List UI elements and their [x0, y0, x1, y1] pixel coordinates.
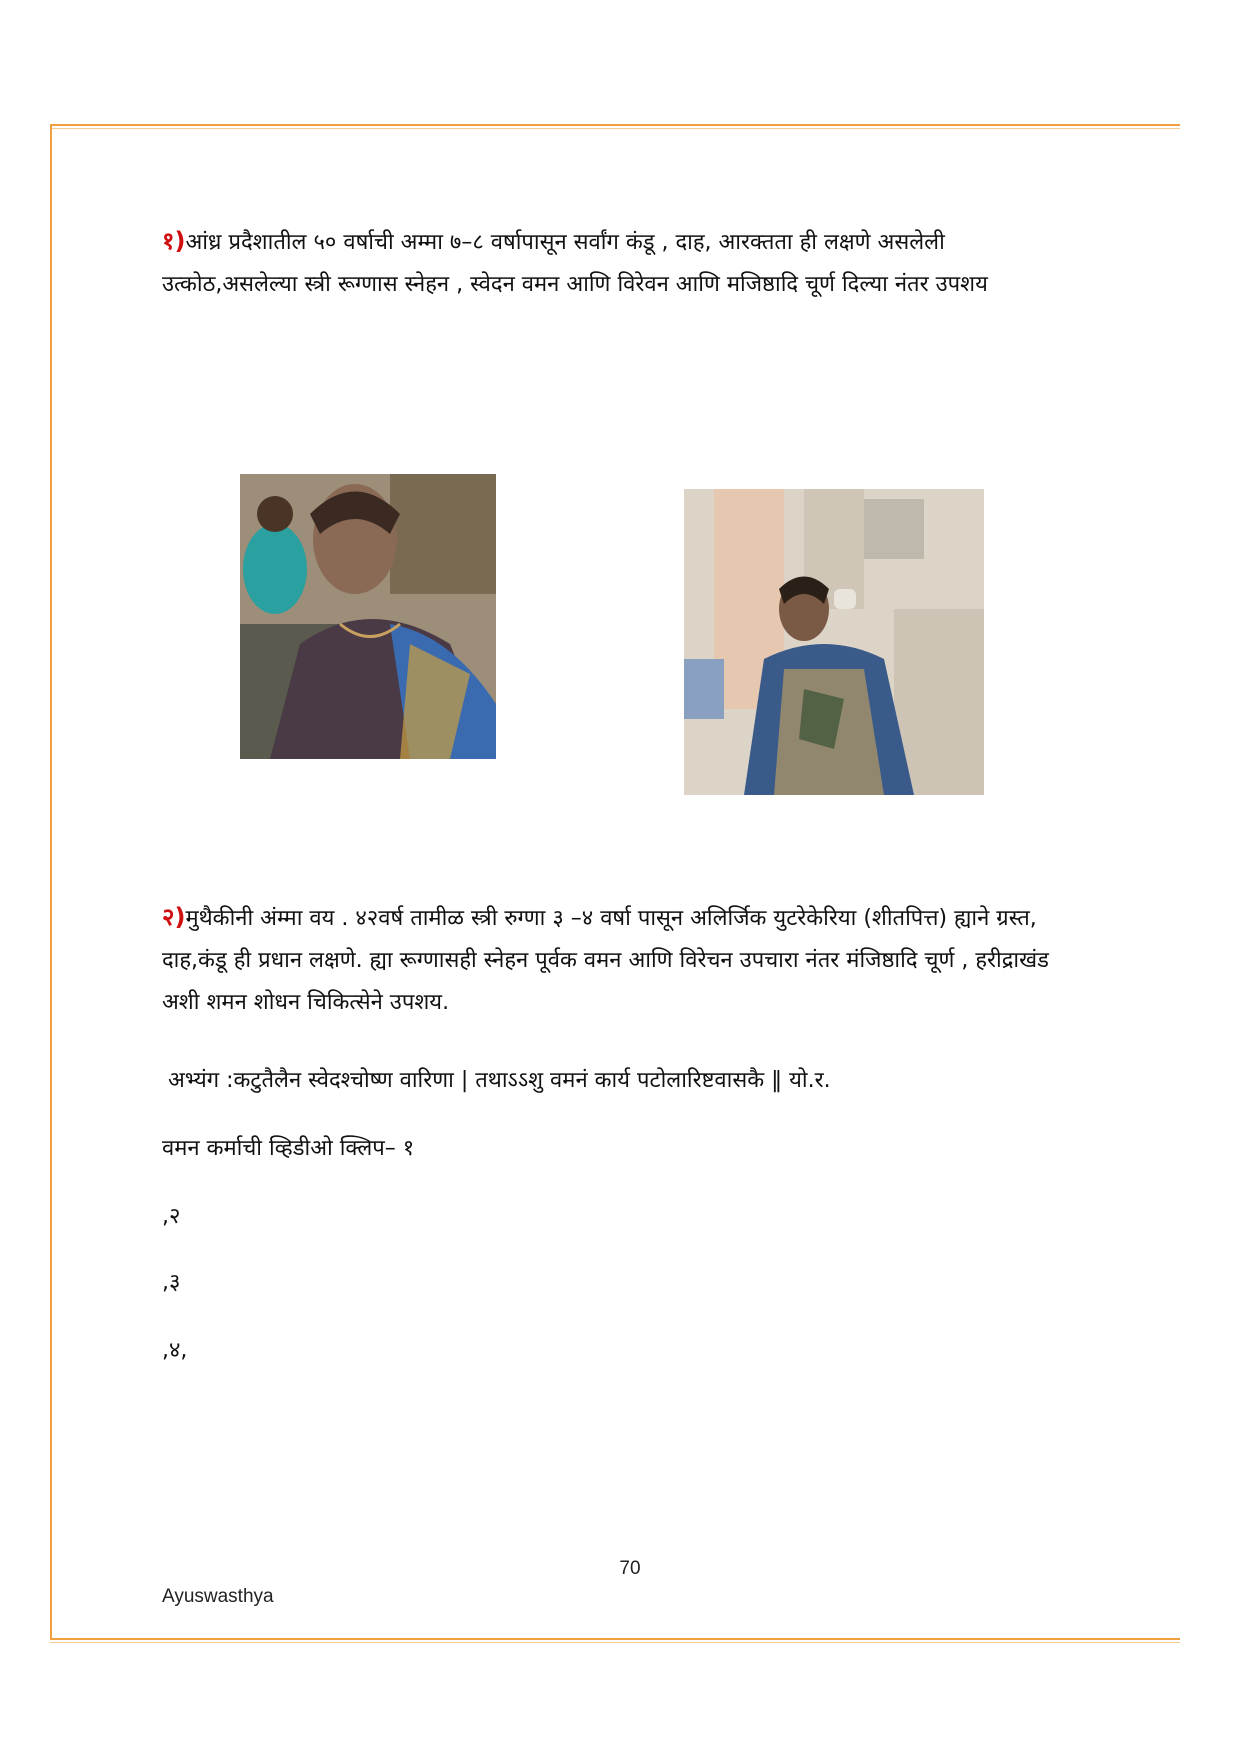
top-border-rule-inner	[50, 128, 1180, 129]
page-number: 70	[619, 1558, 641, 1579]
clip-link-3[interactable]: ,३	[162, 1270, 181, 1295]
bottom-border-rule-inner	[50, 1642, 1180, 1643]
case-text-2: मुथैकीनी अंम्मा वय . ४२वर्ष तामीळ स्त्री रुग्णा ३ –४ वर्षा पासून अलिर्जिक युटरेकेरिया (शीतपित्त) ह्याने ग्रस्त, दाह,कंडू ही प्रधान लक्षणे. ह्या रूग्णासही स्नेहन पूर्वक वमन आणि विरेचन उपचारा नंतर मंजिष्ठादि चूर्ण , हरीद्राखंड अशी शमन शोधन चिकित्सेने उपशय.	[162, 906, 1049, 1015]
clip-link-2[interactable]: ,२	[162, 1204, 181, 1229]
video-clip-link[interactable]: वमन कर्माची व्हिडीओ क्लिप– १	[162, 1136, 415, 1161]
case-paragraph-2	[162, 896, 1062, 1024]
patient-photo-2	[684, 489, 984, 795]
case-text-1: आंध्र प्रदैशातील ५० वर्षाची अम्मा ७–८ वर्षापासून सर्वांग कंडू , दाह, आरक्तता ही लक्षणे असलेली उत्कोठ,असलेल्या स्त्री रूग्णास स्नेहन , स्वेदन वमन आणि विरेवन आणि मजिष्ठादि चूर्ण दिल्या नंतर उपशय	[162, 230, 988, 297]
bottom-border-rule	[50, 1638, 1180, 1640]
case-paragraph-1	[162, 220, 1062, 306]
clip-link-4[interactable]: ,४,	[162, 1338, 188, 1363]
case-number-2: २)	[162, 903, 186, 931]
case-number-1: १)	[162, 227, 186, 255]
left-border-rule	[50, 124, 52, 1638]
footer-title: Ayuswasthya	[162, 1586, 274, 1607]
top-border-rule	[50, 124, 1180, 126]
sanskrit-verse: अभ्यंग :कटुतैलैन स्वेदश्चोष्ण वारिणा | तथाऽऽशु वमनं कार्य पटोलारिष्टवासकै ‖ यो.र.	[168, 1068, 831, 1093]
patient-photo-1	[240, 474, 496, 759]
